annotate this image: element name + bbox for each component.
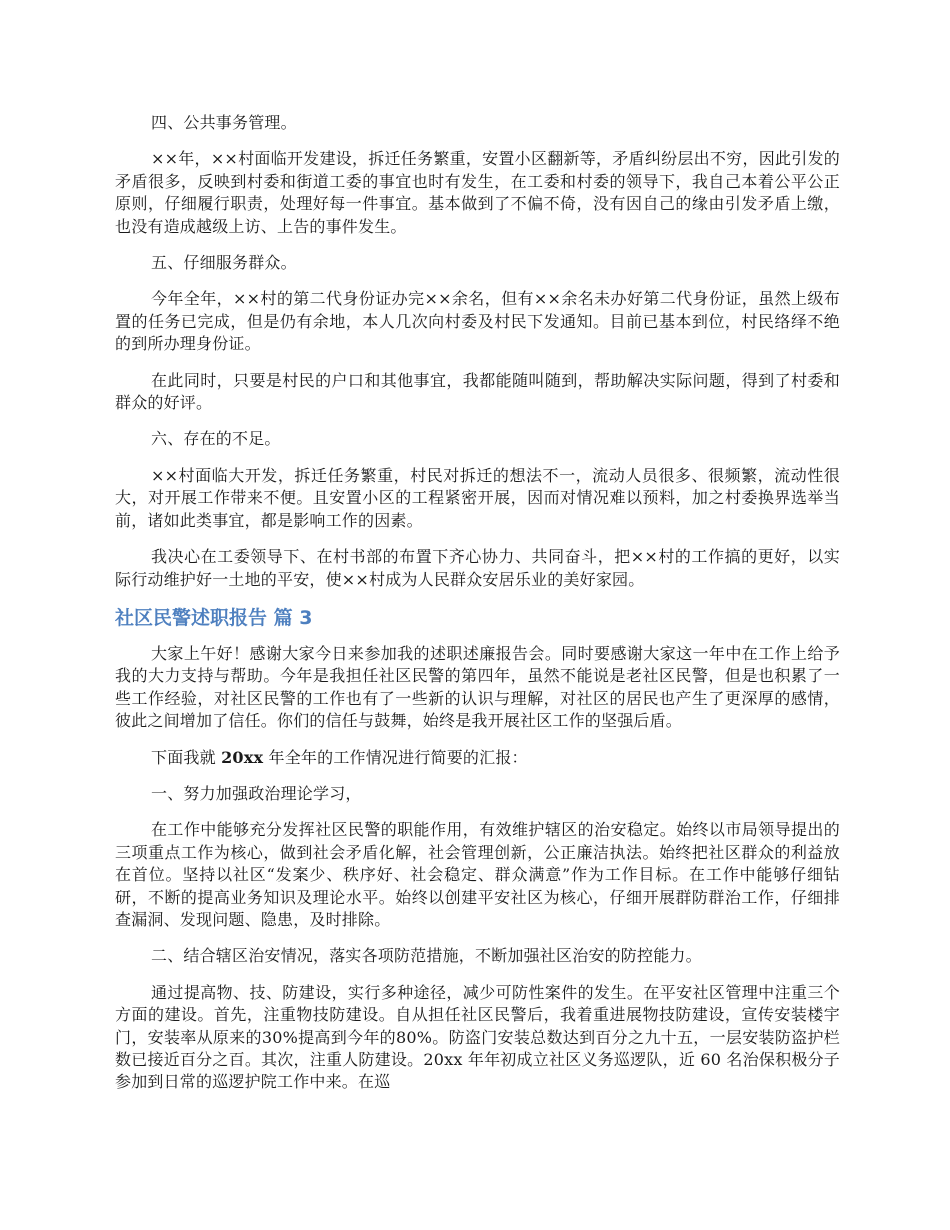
paragraph-intro: 大家上午好！感谢大家今日来参加我的述职述廉报告会。同时要感谢大家这一年中在工作上给予我的大力支持与帮助。今年是我担任社区民警的第四年，虽然不能说是老社区民警，但是也积累了一些工作经验，对社区民警的工作也有了一些新的认识与理解，对社区的居民也产生了更深厚的感情，彼此之间增加了信任。你们的信任与鼓舞，始终是我开展社区工作的坚强后盾。 — [115, 643, 840, 731]
heading-prevention: 二、结合辖区治安情况，落实各项防范措施，不断加强社区治安的防控能力。 — [151, 946, 702, 966]
paragraph-household: 在此同时，只要是村民的户口和其他事宜，我都能随叫随到，帮助解决实际问题，得到了村委和群众的好评。 — [115, 370, 840, 413]
report-line-after: 年全年的工作情况进行简要的汇报： — [263, 747, 528, 767]
heading-political-study: 一、努力加强政治理论学习， — [151, 783, 362, 803]
paragraph-shortcomings: ××村面临大开发，拆迁任务繁重，村民对拆迁的想法不一，流动人员很多、很频繁，流动性很大，对开展工作带来不便。且安置小区的工程紧密开展，因而对情况难以预料，加之村委换界选举当前，诸如此类事宜，都是影响工作的因素。 — [115, 465, 840, 530]
paragraph-report-line — [115, 747, 840, 769]
heading-serve-masses: 五、仔细服务群众。 — [151, 253, 297, 273]
heading-shortcomings: 六、存在的不足。 — [151, 429, 281, 449]
heading-public-affairs: 四、公共事务管理。 — [151, 113, 297, 132]
paragraph-prevention: 通过提高物、技、防建设，实行多种途径，减少可防性案件的发生。在平安社区管理中注重三个方面的建设。首先，注重物技防建设。自从担任社区民警后，我着重进展物技防建设，宣传安装楼宇门，安装率从原来的30%提高到今年的80%。防盗门安装总数达到百分之九十五，一层安装防盗护栏数已接近百分之百。其次，注重人防建设。20xx 年年初成立社区义务巡逻队，近 60 名治保积极分子参加到日常的巡逻护院工作中来。在巡 — [115, 982, 840, 1092]
paragraph-resolve: 我决心在工委领导下、在村书部的布置下齐心协力、共同奋斗，把××村的工作搞的更好，以实际行动维护好一土地的平安，使××村成为人民群众安居乐业的美好家园。 — [115, 547, 840, 589]
paragraph-political-study: 在工作中能够充分发挥社区民警的职能作用，有效维护辖区的治安稳定。始终以市局领导提出的三项重点工作为核心，做到社会矛盾化解，社会管理创新，公正廉洁执法。始终把社区群众的利益放在首位。坚持以社区“发案少、秩序好、社会稳定、群众满意”作为工作目标。在工作中能够仔细钻研，不断的提高业务知识及理论水平。始终以创建平安社区为核心，仔细开展群防群治工作，仔细排查漏洞、发现问题、隐患，及时排除。 — [115, 820, 840, 929]
report-line-year: 20xx — [221, 747, 264, 767]
report-line-before: 下面我就 — [151, 747, 222, 767]
paragraph-id-cards: 今年全年，××村的第二代身份证办完××余名，但有××余名未办好第二代身份证，虽然上级布置的任务已完成，但是仍有余地，本人几次向村委及村民下发通知。目前已基本到位，村民络绎不绝的到所办理身份证。 — [115, 289, 840, 354]
section-heading: 社区民警述职报告 篇 3 — [115, 606, 313, 629]
document-body — [115, 112, 840, 1108]
paragraph-public-affairs: ××年，××村面临开发建设，拆迁任务繁重，安置小区翻新等，矛盾纠纷层出不穷，因此引发的矛盾很多，反映到村委和街道工委的事宜也时有发生，在工委和村委的领导下，我自己本着公平公正原则，仔细履行职责，处理好每一件事宜。基本做到了不偏不倚，没有因自己的缘由引发矛盾上缴，也没有造成越级上访、上告的事件发生。 — [115, 149, 840, 236]
